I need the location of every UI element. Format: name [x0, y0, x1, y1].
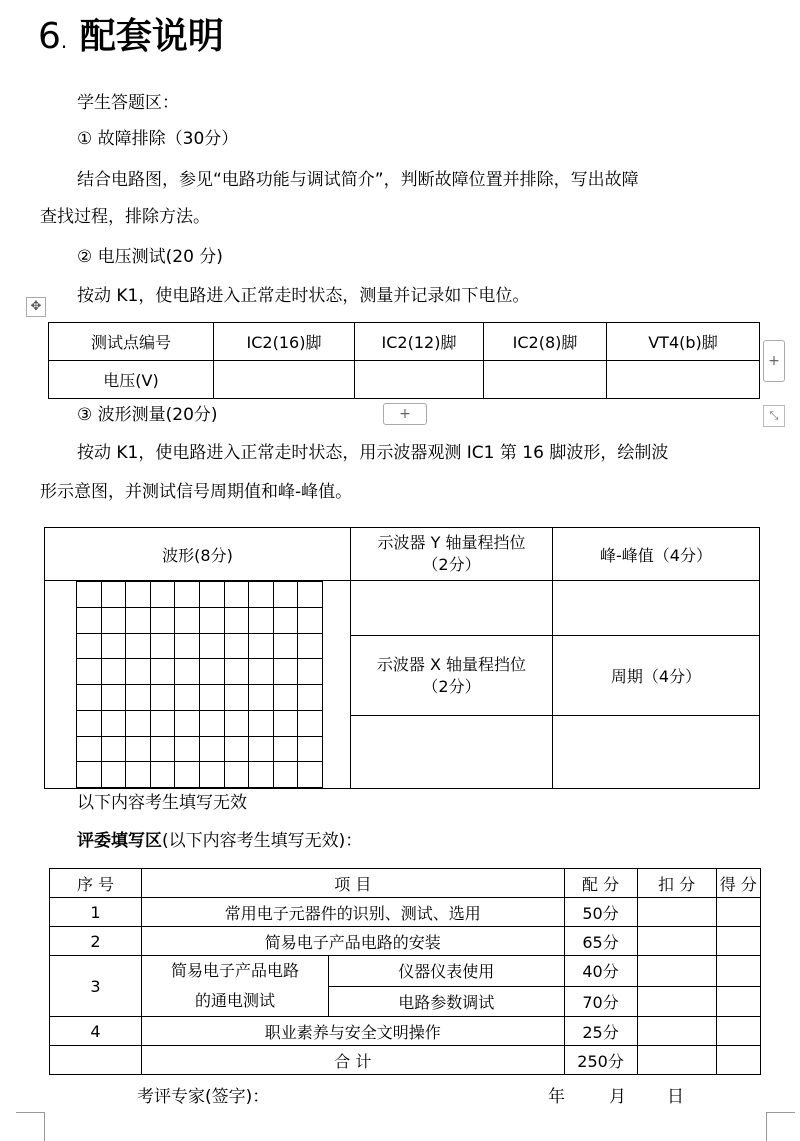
judge-area-rest: (以下内容考生填写无效)：	[162, 831, 363, 851]
part1-line1: 结合电路图，参见“电路功能与调试简介”，判断故障位置并排除，写出故障	[77, 170, 639, 190]
grid-cell	[298, 685, 323, 711]
score-row-points: 50分	[564, 898, 637, 927]
grid-cell	[126, 633, 151, 659]
grid-cell	[224, 659, 249, 685]
score-header-score: 得 分	[716, 869, 760, 898]
x-range-header-line2: （2分）	[422, 676, 481, 696]
grid-cell	[150, 659, 175, 685]
score-table	[49, 868, 761, 1075]
grid-cell	[273, 736, 298, 762]
score-row-no: 3	[50, 956, 142, 1017]
grid-cell	[273, 659, 298, 685]
score-header-item: 项 目	[142, 869, 565, 898]
grid-cell	[126, 685, 151, 711]
part2-instruction: 按动 K1，使电路进入正常走时状态，测量并记录如下电位。	[77, 286, 530, 306]
grid-cell	[224, 762, 249, 788]
grid-cell	[101, 659, 126, 685]
grid-cell	[298, 659, 323, 685]
grid-cell	[126, 710, 151, 736]
grid-cell	[298, 607, 323, 633]
page-corner-mark	[16, 1112, 45, 1141]
voltage-input-cell[interactable]	[484, 361, 607, 399]
answer-area-label: 学生答题区：	[77, 93, 179, 113]
score-row-points: 40分	[564, 956, 637, 987]
grid-cell	[77, 607, 102, 633]
score-row-item: 职业素养与安全文明操作	[142, 1017, 565, 1046]
grid-cell	[150, 685, 175, 711]
y-range-header-line1: 示波器 Y 轴量程挡位	[377, 533, 526, 552]
grid-cell	[273, 582, 298, 608]
score-total-points: 250分	[564, 1046, 637, 1075]
score-row-no: 1	[50, 898, 142, 927]
grid-cell	[77, 659, 102, 685]
page-corner-mark	[766, 1112, 795, 1141]
grid-cell	[77, 685, 102, 711]
grid-cell	[101, 607, 126, 633]
grid-cell	[298, 710, 323, 736]
grid-cell	[101, 685, 126, 711]
part3-line1: 按动 K1，使电路进入正常走时状态，用示波器观测 IC1 第 16 脚波形，绘制波	[77, 443, 669, 463]
grid-cell	[101, 710, 126, 736]
grid-cell	[77, 710, 102, 736]
voltage-row-label: 电压(V)	[49, 361, 214, 399]
part3-heading: ③ 波形测量(20分)	[77, 405, 218, 425]
y-range-header	[351, 528, 553, 581]
oscilloscope-grid	[76, 581, 323, 788]
voltage-header-cell: IC2(16)脚	[214, 323, 355, 361]
grid-cell	[298, 762, 323, 788]
grid-cell	[77, 633, 102, 659]
score-score-cell[interactable]	[716, 927, 760, 956]
add-row-button[interactable]: +	[383, 403, 427, 425]
grid-cell	[101, 736, 126, 762]
voltage-header-cell: 测试点编号	[49, 323, 214, 361]
grid-cell	[224, 607, 249, 633]
grid-cell	[298, 736, 323, 762]
score-total-deduct-cell[interactable]	[637, 1046, 716, 1075]
pp-value-cell[interactable]	[553, 581, 760, 636]
judge-area-label	[77, 830, 362, 852]
judge-area-bold: 评委填写区	[77, 831, 162, 851]
part1-line2: 查找过程，排除方法。	[40, 207, 210, 227]
grid-cell	[150, 607, 175, 633]
grid-cell	[249, 582, 274, 608]
grid-cell	[150, 762, 175, 788]
grid-cell	[249, 659, 274, 685]
grid-cell	[273, 607, 298, 633]
voltage-header-cell: IC2(8)脚	[484, 323, 607, 361]
grid-cell	[224, 710, 249, 736]
x-range-value-cell[interactable]	[351, 716, 553, 789]
grid-cell	[199, 659, 224, 685]
grid-cell	[199, 633, 224, 659]
score-deduct-cell[interactable]	[637, 986, 716, 1017]
score-row-points: 70分	[564, 986, 637, 1017]
grid-cell	[249, 710, 274, 736]
score-row-subitem: 仪器仪表使用	[329, 956, 565, 987]
signature-month: 月	[609, 1087, 626, 1107]
score-deduct-cell[interactable]	[637, 898, 716, 927]
grid-cell	[175, 762, 200, 788]
x-range-header	[351, 636, 553, 716]
signature-year: 年	[548, 1087, 565, 1107]
waveform-header: 波形(8分)	[45, 528, 351, 581]
grid-cell	[175, 659, 200, 685]
grid-cell	[199, 762, 224, 788]
period-value-cell[interactable]	[553, 716, 760, 789]
grid-cell	[175, 633, 200, 659]
y-range-header-line2: （2分）	[422, 555, 481, 574]
voltage-input-cell[interactable]	[355, 361, 484, 399]
pp-value-header: 峰-峰值（4分）	[553, 528, 760, 581]
grid-cell	[224, 582, 249, 608]
table-resize-handle-icon[interactable]: ⤡	[763, 405, 785, 427]
waveform-table	[44, 527, 760, 789]
score-row-subitem: 电路参数调试	[329, 986, 565, 1017]
grid-cell	[150, 736, 175, 762]
section-number: 6	[38, 16, 61, 57]
grid-cell	[126, 736, 151, 762]
score-header-points: 配 分	[564, 869, 637, 898]
score-header-no: 序 号	[50, 869, 142, 898]
score-row-group	[142, 956, 329, 1017]
grid-cell	[199, 710, 224, 736]
section-title-text: 配套说明	[79, 16, 224, 57]
score-score-cell[interactable]	[716, 956, 760, 987]
grid-cell	[273, 685, 298, 711]
part1-heading: ① 故障排除（30分）	[77, 129, 239, 149]
voltage-header-cell: IC2(12)脚	[355, 323, 484, 361]
grid-cell	[126, 762, 151, 788]
grid-cell	[150, 710, 175, 736]
score-header-deduct: 扣 分	[637, 869, 716, 898]
grid-cell	[199, 582, 224, 608]
score-row-group-line2: 的通电测试	[194, 991, 275, 1010]
add-column-button[interactable]: +	[763, 340, 785, 382]
signature-day: 日	[667, 1087, 684, 1107]
voltage-input-cell[interactable]	[607, 361, 760, 399]
score-row-no: 2	[50, 927, 142, 956]
score-row-no: 4	[50, 1017, 142, 1046]
grid-cell	[273, 633, 298, 659]
grid-cell	[175, 607, 200, 633]
score-total-empty	[50, 1046, 142, 1075]
score-score-cell[interactable]	[716, 898, 760, 927]
grid-cell	[101, 633, 126, 659]
score-total-label: 合 计	[142, 1046, 565, 1075]
score-deduct-cell[interactable]	[637, 956, 716, 987]
score-deduct-cell[interactable]	[637, 1017, 716, 1046]
grid-cell	[77, 736, 102, 762]
grid-cell	[175, 685, 200, 711]
grid-cell	[224, 685, 249, 711]
note-text: 以下内容考生填写无效	[77, 793, 247, 813]
score-score-cell[interactable]	[716, 986, 760, 1017]
score-total-score-cell[interactable]	[716, 1046, 760, 1075]
grid-cell	[199, 607, 224, 633]
grid-cell	[249, 685, 274, 711]
grid-cell	[298, 633, 323, 659]
grid-cell	[273, 710, 298, 736]
grid-cell	[150, 582, 175, 608]
score-row-item: 常用电子元器件的识别、测试、选用	[142, 898, 565, 927]
grid-cell	[224, 736, 249, 762]
grid-cell	[199, 685, 224, 711]
grid-cell	[150, 633, 175, 659]
section-dot: .	[60, 29, 68, 53]
grid-cell	[249, 762, 274, 788]
score-deduct-cell[interactable]	[637, 927, 716, 956]
x-range-header-line1: 示波器 X 轴量程挡位	[376, 654, 527, 674]
part3-line2: 形示意图，并测试信号周期值和峰-峰值。	[40, 482, 353, 502]
grid-cell	[77, 582, 102, 608]
grid-cell	[126, 659, 151, 685]
score-row-item: 简易电子产品电路的安装	[142, 927, 565, 956]
grid-cell	[175, 582, 200, 608]
grid-cell	[224, 633, 249, 659]
grid-cell	[273, 762, 298, 788]
grid-cell	[249, 736, 274, 762]
grid-cell	[175, 710, 200, 736]
y-range-value-cell[interactable]	[351, 581, 553, 636]
part2-heading: ② 电压测试(20 分)	[77, 247, 223, 267]
signature-label: 考评专家(签字)：	[137, 1087, 270, 1107]
period-header: 周期（4分）	[553, 636, 760, 716]
grid-cell	[126, 607, 151, 633]
table-move-handle-icon[interactable]: ✥	[26, 297, 46, 317]
score-row-points: 25分	[564, 1017, 637, 1046]
grid-cell	[77, 762, 102, 788]
voltage-table	[48, 322, 760, 399]
grid-cell	[175, 736, 200, 762]
grid-cell	[101, 762, 126, 788]
score-score-cell[interactable]	[716, 1017, 760, 1046]
waveform-grid-cell[interactable]	[45, 581, 351, 789]
section-title	[38, 12, 224, 66]
score-row-points: 65分	[564, 927, 637, 956]
voltage-header-cell: VT4(b)脚	[607, 323, 760, 361]
score-row-group-line1: 简易电子产品电路	[170, 961, 299, 980]
grid-cell	[249, 633, 274, 659]
grid-cell	[249, 607, 274, 633]
voltage-input-cell[interactable]	[214, 361, 355, 399]
grid-cell	[298, 582, 323, 608]
grid-cell	[126, 582, 151, 608]
grid-cell	[101, 582, 126, 608]
grid-cell	[199, 736, 224, 762]
